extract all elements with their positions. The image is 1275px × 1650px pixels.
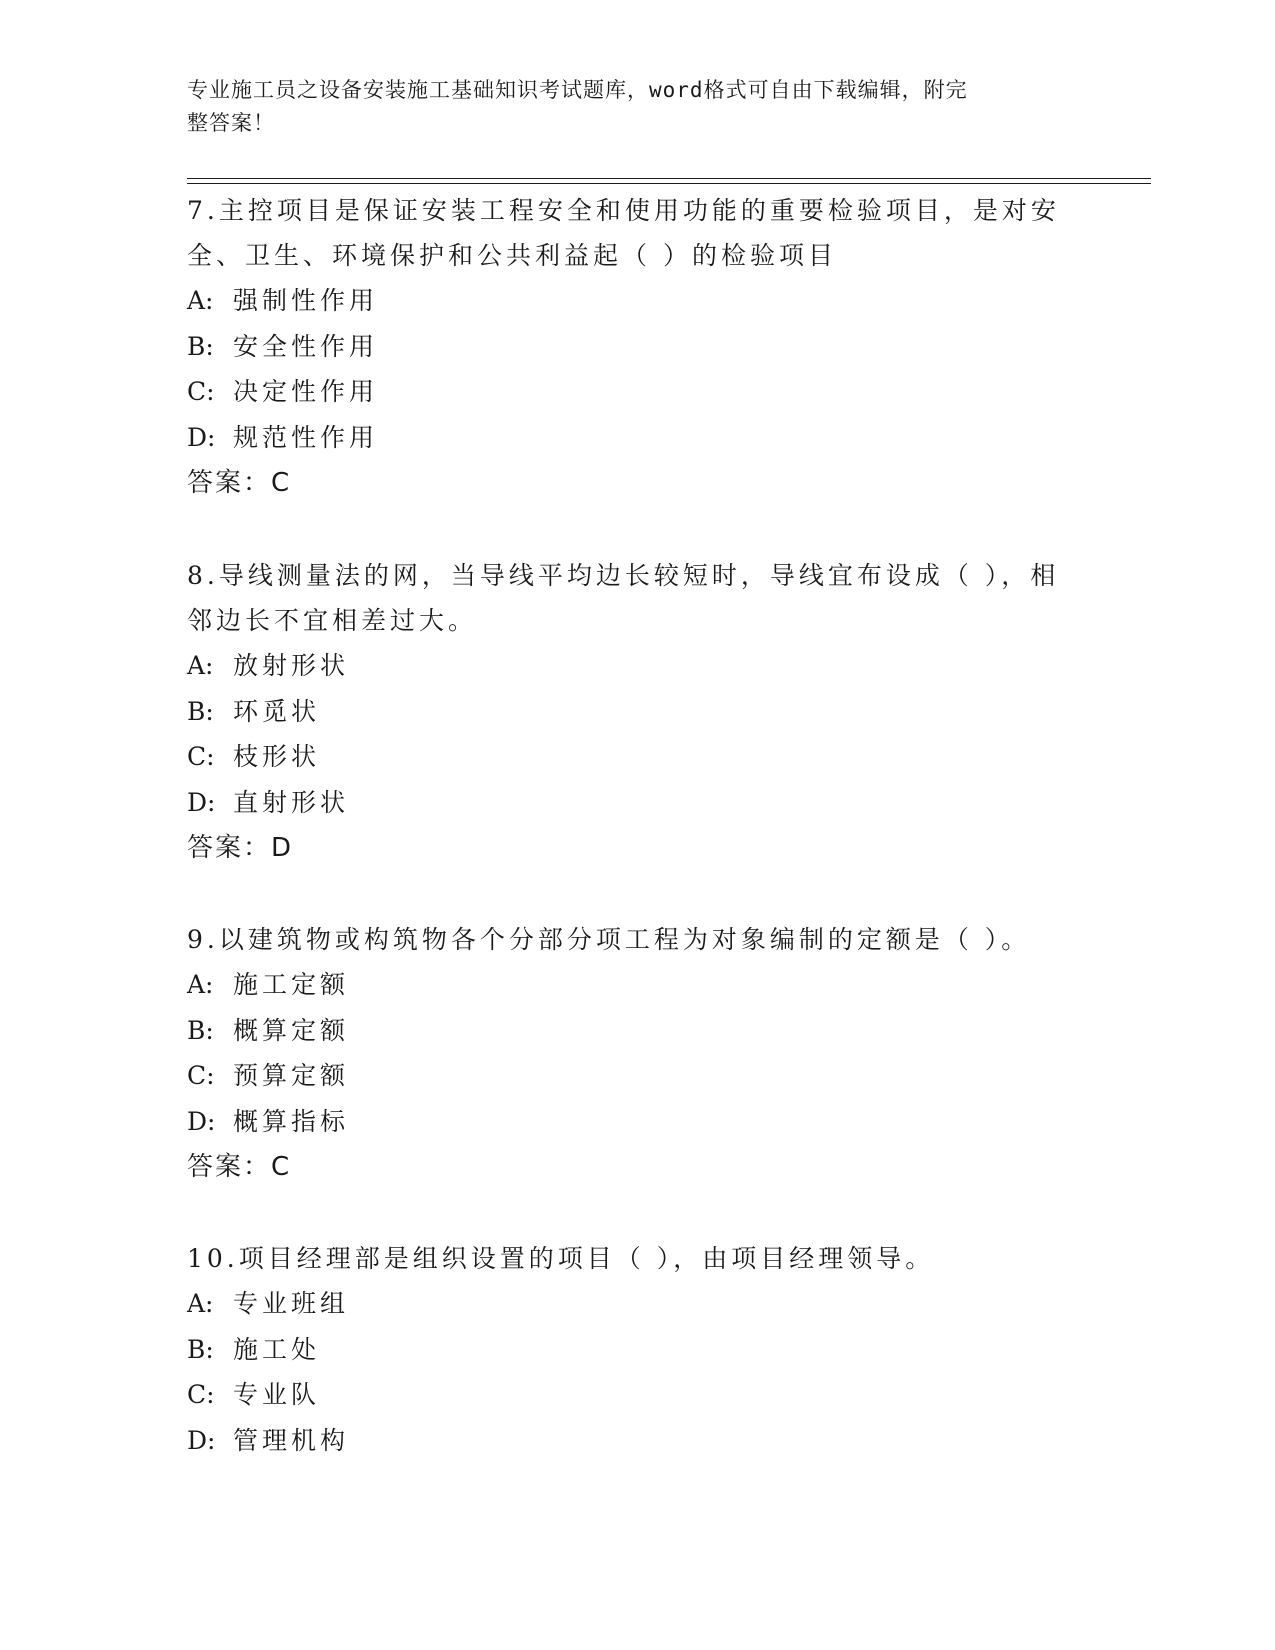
option-key: D: [187,1425,216,1455]
option-key: C: [187,1061,215,1090]
option-key: B: [187,331,214,361]
option-text: 强制性作用 [233,286,379,315]
option-key: C: [187,1380,215,1409]
question-10 [187,1236,1087,1463]
option-d [187,1418,1087,1464]
option-key: A: [187,970,214,999]
question-9 [187,917,1087,1190]
option-text: 概算定额 [233,1015,350,1045]
option-a [187,278,1087,324]
option-key: A: [187,286,214,315]
option-key: D: [187,422,216,452]
question-stem-line: 8.导线测量法的网，当导线平均边长较短时，导线宜布设成（ ），相 [187,561,1060,590]
header-divider-top [187,178,1151,179]
option-key: D: [187,1106,216,1136]
option-text: 决定性作用 [233,377,379,406]
option-text: 预算定额 [233,1061,350,1090]
option-d [187,780,1087,826]
option-b [187,324,1087,370]
option-b [187,1008,1087,1054]
question-7 [187,188,1087,506]
question-stem-line: 全、卫生、环境保护和公共利益起（ ）的检验项目 [187,241,837,270]
option-text: 专业队 [233,1380,321,1409]
option-c [187,1053,1087,1099]
option-text: 放射形状 [233,651,350,680]
header-line-1: 专业施工员之设备安装施工基础知识考试题库，word格式可自由下载编辑，附完 [187,78,968,102]
option-key: A: [187,1289,214,1318]
question-8 [187,553,1087,871]
option-c [187,1372,1087,1418]
option-text: 施工定额 [233,970,350,999]
question-stem-line: 7.主控项目是保证安装工程安全和使用功能的重要检验项目，是对安 [187,196,1060,225]
option-text: 环觅状 [233,696,321,726]
option-d [187,415,1087,461]
answer-line: 答案：C [187,468,292,498]
option-text: 规范性作用 [233,422,379,452]
option-text: 专业班组 [233,1289,350,1318]
option-a [187,643,1087,689]
option-key: C: [187,377,215,406]
option-key: B: [187,696,214,726]
question-stem-line: 10.项目经理部是组织设置的项目（ ），由项目经理领导。 [187,1244,935,1273]
option-a [187,962,1087,1008]
document-header [187,74,1067,140]
option-text: 概算指标 [233,1106,350,1136]
option-c [187,369,1087,415]
answer-line: 答案：D [187,833,294,863]
question-stem-line: 邻边长不宜相差过大。 [187,606,478,635]
option-key: C: [187,742,215,771]
header-divider-bottom [187,183,1151,184]
question-stem-line: 9.以建筑物或构筑物各个分部分项工程为对象编制的定额是（ ）。 [187,925,1031,954]
option-text: 安全性作用 [233,331,379,361]
option-d [187,1099,1087,1145]
option-b [187,1327,1087,1373]
answer-line: 答案：C [187,1152,292,1182]
option-text: 施工处 [233,1334,321,1364]
option-c [187,734,1087,780]
header-line-2: 整答案！ [187,111,275,135]
option-text: 枝形状 [233,742,321,771]
option-key: A: [187,651,214,680]
option-a [187,1281,1087,1327]
option-key: D: [187,787,216,817]
option-text: 直射形状 [233,787,350,817]
option-key: B: [187,1015,214,1045]
option-key: B: [187,1334,214,1364]
option-b [187,689,1087,735]
option-text: 管理机构 [233,1425,350,1455]
